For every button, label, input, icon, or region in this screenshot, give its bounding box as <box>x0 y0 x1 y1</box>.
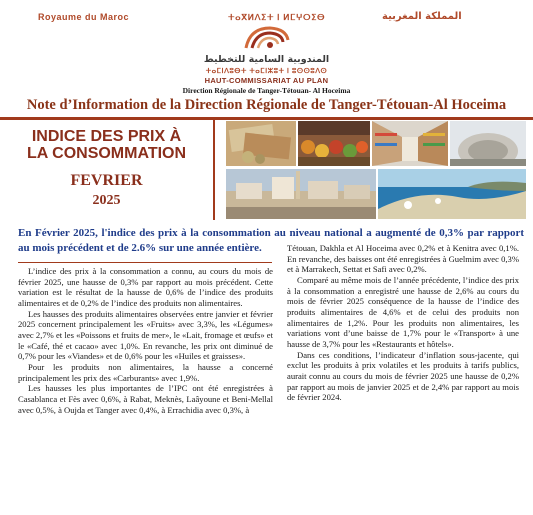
banner-month: FEVRIER <box>70 172 143 189</box>
kingdom-name-tifinagh: ⵜⴰⴳⵍⴷⵉⵜ ⵏ ⵍⵎⵖⵔⵉⴱ <box>228 12 326 22</box>
paragraph: Tétouan, Dakhla et Al Hoceima avec 0,2% et à Kenitra avec 0,1%. En revanche, des baisses ont été enregistrées à Guelmim avec 0,3% et à Marrakech, Settat et Safi avec 0,2%. <box>287 243 519 275</box>
paragraph: L’indice des prix à la consommation a connu, au cours du mois de février 2025, une hausse de 0,3% par rapport au mois précédent. Cette variation est le résultat de la hausse de 0,6% de l’indice des produits alimentaires et de 0,2% de l’indice des produits non alimentaires. <box>18 266 273 308</box>
lead-summary: En Février 2025, l'indice des prix à la consommation au niveau national a augmenté de 0,3% par rapport au mois précédent et de 2.6% sur une année entière. <box>18 227 524 254</box>
supermarket-photo <box>372 121 448 166</box>
right-text-column <box>287 243 519 403</box>
header-divider <box>0 117 533 120</box>
left-text-column <box>18 266 273 415</box>
paragraph: Pour les produits non alimentaires, la hausse a concerné principalement les prix des «Carburants» avec 1,9%. <box>18 361 273 383</box>
banner-vertical-divider <box>213 120 215 220</box>
market-photo <box>298 121 370 166</box>
note-title: Note d’Information de la Direction Régionale de Tanger-Tétouan-Al Hoceima <box>26 97 507 113</box>
kingdom-name-arabic: المملكة المغربية <box>382 11 462 22</box>
banner-title-line-1: INDICE DES PRIX À <box>31 128 182 145</box>
hcp-name-tifinagh: ⵜⴰⵎⵏⴷⵓⴱⵜ ⵜⴰⵎⵏⵣⵓⵜ ⵏ ⵓⵙⵙⵓⴷⵙ <box>205 68 328 75</box>
hcp-logo-icon <box>242 24 292 52</box>
paragraph: Dans ces conditions, l’indicateur d’inflation sous-jacente, qui exclut les produits à prix volatiles et les produits à tarifs publics, aurait connu au cours du mois de février 2025 une hausse de 0,2% par rapport au mois de janvier 2025 et de 2,4% par rapport au mois de février 2024. <box>287 349 519 403</box>
regional-direction-line: Direction Régionale de Tanger-Tétouan- Al Hoceima <box>182 86 351 95</box>
lead-divider <box>18 262 272 263</box>
kingdom-name-french: Royaume du Maroc <box>38 12 130 22</box>
currency-photo <box>226 121 296 166</box>
street-photo <box>226 169 376 219</box>
banner-title-line-2: LA CONSOMMATION <box>26 145 187 162</box>
paragraph: Les hausses des produits alimentaires observées entre janvier et février 2025 concernent principalement les «Fruits» avec 3,3%, les «Légumes» avec 2,7% et les «Poissons et fruits de mer», le «Lait, fromage et œufs» et le «Café, thé et cacao» avec 1,0%. En revanche, les prix ont diminué de 0,7% pour les «Viandes» et de 0,6% pour les «Huiles et graisses». <box>18 308 273 362</box>
coast-photo <box>378 169 526 219</box>
hcp-name-french: HAUT-COMMISSARIAT AU PLAN <box>204 76 329 85</box>
dome-photo <box>450 121 526 166</box>
hcp-name-arabic: المندوبية السامية للتخطيط <box>203 54 330 65</box>
paragraph: Comparé au même mois de l’année précédente, l’indice des prix à la consommation a enregistré une hausse de 2,6% au cours du mois de février 2025 conséquence de la hausse de l’indice des produits alimentaires de 4,6% et de celui des produits non alimentaires de 1,2%. Pour les produits non alimentaires, les variations vont d’une baisse de 1,7% pour le «Transport» à une hausse de 3,7% pour les «Restaurants et hôtels». <box>287 274 519 349</box>
banner-year: 2025 <box>92 193 121 208</box>
banner-title <box>0 128 213 162</box>
paragraph: Les hausses les plus importantes de l’IPC ont été enregistrées à Casablanca et Fès avec 0,6%, à Rabat, Meknès, Laâyoune et Beni-Mellal avec 0,5%, à Oujda et Tanger avec 0,4%, à Errachidia avec 0,3%, à <box>18 383 273 415</box>
banner-photo-collage <box>226 121 526 219</box>
